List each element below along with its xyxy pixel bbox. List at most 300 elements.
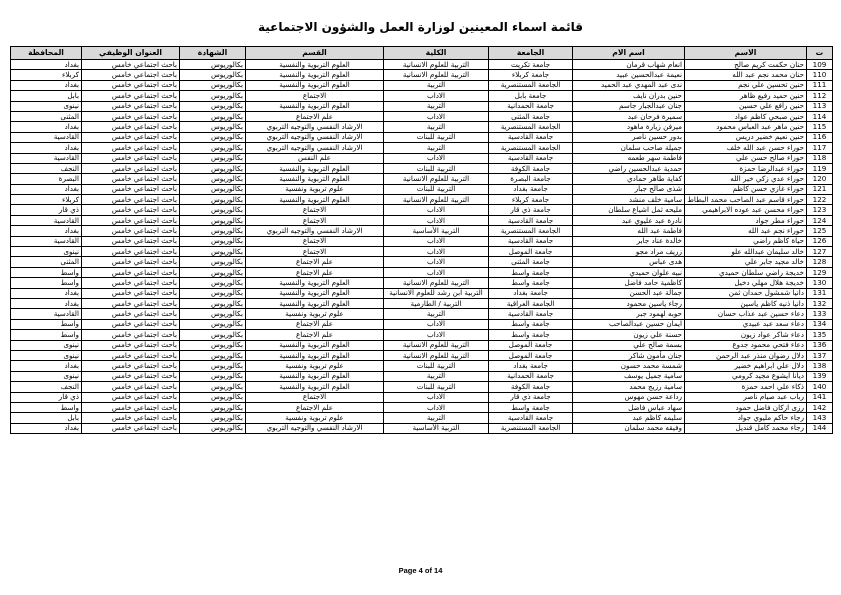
- cell-university: جامعة واسط: [489, 319, 573, 329]
- cell-college: التربية: [384, 80, 489, 90]
- cell-index: 128: [807, 257, 833, 267]
- table-row: [11, 101, 833, 111]
- cell-governorate: نينوى: [11, 340, 82, 350]
- cell-governorate: بغداد: [11, 361, 82, 371]
- column-header-degree: الشهادة: [180, 47, 246, 60]
- cell-name: رباب عبد صيام ناصر: [685, 392, 807, 402]
- cell-university: جامعة الحمدانية: [489, 371, 573, 381]
- cell-mother-name: شذى صالح جبار: [573, 184, 685, 194]
- cell-governorate: النجف: [11, 382, 82, 392]
- cell-college: الاداب: [384, 236, 489, 246]
- cell-college: التربية: [384, 413, 489, 423]
- cell-governorate: واسط: [11, 402, 82, 412]
- cell-university: جامعة المثنى: [489, 257, 573, 267]
- cell-name: ديانا ايشوع مجيد كرومي: [685, 371, 807, 381]
- cell-mother-name: سامية خلف منشد: [573, 195, 685, 205]
- cell-department: الارشاد النفسي والتوجيه التربوي: [246, 143, 384, 153]
- cell-department: الاجتماع: [246, 392, 384, 402]
- cell-governorate: نينوى: [11, 371, 82, 381]
- cell-department: علم الاجتماع: [246, 111, 384, 121]
- cell-mother-name: حنين بدران نايف: [573, 91, 685, 101]
- cell-job-title: باحث اجتماعي خامس: [82, 122, 180, 132]
- cell-mother-name: نبيه علوان حميدي: [573, 267, 685, 277]
- cell-index: 112: [807, 91, 833, 101]
- cell-job-title: باحث اجتماعي خامس: [82, 101, 180, 111]
- cell-index: 115: [807, 122, 833, 132]
- cell-university: جامعة الموصل: [489, 350, 573, 360]
- cell-college: التربية للبنات: [384, 361, 489, 371]
- cell-university: جامعة الموصل: [489, 247, 573, 257]
- cell-college: التربية للعلوم الانسانية: [384, 350, 489, 360]
- cell-job-title: باحث اجتماعي خامس: [82, 392, 180, 402]
- cell-governorate: بغداد: [11, 143, 82, 153]
- cell-university: جامعة الكوفة: [489, 163, 573, 173]
- cell-name: دلال علي ابراهيم خضير: [685, 361, 807, 371]
- cell-department: العلوم التربوية والنفسية: [246, 288, 384, 298]
- cell-governorate: المثنى: [11, 257, 82, 267]
- cell-governorate: القادسية: [11, 153, 82, 163]
- cell-index: 121: [807, 184, 833, 194]
- cell-job-title: باحث اجتماعي خامس: [82, 215, 180, 225]
- cell-college: الاداب: [384, 257, 489, 267]
- cell-college: التربية / الطارمية: [384, 298, 489, 308]
- cell-mother-name: انعام شهاب قرمان: [573, 60, 685, 70]
- cell-university: الجامعة المستنصرية: [489, 423, 573, 433]
- cell-college: التربية: [384, 309, 489, 319]
- cell-governorate: نينوى: [11, 247, 82, 257]
- cell-college: الاداب: [384, 330, 489, 340]
- cell-department: علم الاجتماع: [246, 402, 384, 412]
- cell-governorate: واسط: [11, 330, 82, 340]
- cell-index: 135: [807, 330, 833, 340]
- cell-department: العلوم التربوية والنفسية: [246, 350, 384, 360]
- cell-department: العلوم التربوية والنفسية: [246, 371, 384, 381]
- cell-university: الجامعة العراقية: [489, 298, 573, 308]
- cell-university: جامعة الحمدانية: [489, 101, 573, 111]
- cell-university: جامعة القادسية: [489, 236, 573, 246]
- table-row: [11, 402, 833, 412]
- table-row: [11, 340, 833, 350]
- cell-governorate: البصرة: [11, 174, 82, 184]
- cell-department: الاجتماع: [246, 236, 384, 246]
- cell-college: الاداب: [384, 205, 489, 215]
- cell-job-title: باحث اجتماعي خامس: [82, 205, 180, 215]
- cell-name: حياة كاظم راضي: [685, 236, 807, 246]
- cell-governorate: بابل: [11, 413, 82, 423]
- cell-job-title: باحث اجتماعي خامس: [82, 309, 180, 319]
- cell-college: التربية للبنات: [384, 382, 489, 392]
- cell-department: العلوم التربوية والنفسية: [246, 70, 384, 80]
- column-header-index: ت: [807, 47, 833, 60]
- cell-index: 131: [807, 288, 833, 298]
- cell-department: العلوم التربوية والنفسية: [246, 195, 384, 205]
- cell-name: حنين صبحي كاظم عواد: [685, 111, 807, 121]
- cell-department: العلوم التربوية والنفسية: [246, 382, 384, 392]
- cell-index: 124: [807, 215, 833, 225]
- cell-governorate: واسط: [11, 267, 82, 277]
- cell-index: 116: [807, 132, 833, 142]
- cell-index: 134: [807, 319, 833, 329]
- cell-department: العلوم التربوية والنفسية: [246, 60, 384, 70]
- cell-mother-name: سامية رزيج محمد: [573, 382, 685, 392]
- cell-mother-name: جمالة عبد الحسن: [573, 288, 685, 298]
- cell-degree: بكالوريوس: [180, 247, 246, 257]
- table-row: [11, 257, 833, 267]
- cell-department: العلوم التربوية والنفسية: [246, 298, 384, 308]
- cell-governorate: بغداد: [11, 226, 82, 236]
- cell-degree: بكالوريوس: [180, 91, 246, 101]
- table-row: [11, 226, 833, 236]
- table-row: [11, 288, 833, 298]
- cell-mother-name: جنان عبدالجبار جاسم: [573, 101, 685, 111]
- cell-index: 136: [807, 340, 833, 350]
- cell-department: الارشاد النفسي والتوجيه التربوي: [246, 132, 384, 142]
- cell-degree: بكالوريوس: [180, 382, 246, 392]
- cell-job-title: باحث اجتماعي خامس: [82, 382, 180, 392]
- cell-college: التربية للبنات: [384, 132, 489, 142]
- cell-governorate: القادسية: [11, 215, 82, 225]
- cell-department: الاجتماع: [246, 91, 384, 101]
- cell-college: الاداب: [384, 402, 489, 412]
- cell-index: 119: [807, 163, 833, 173]
- cell-college: التربية: [384, 101, 489, 111]
- cell-index: 130: [807, 278, 833, 288]
- cell-index: 126: [807, 236, 833, 246]
- table-row: [11, 413, 833, 423]
- page-number: Page 4 of 14: [398, 566, 443, 575]
- cell-name: حوراء غازي حسن كاظم: [685, 184, 807, 194]
- cell-university: الجامعة المستنصرية: [489, 122, 573, 132]
- table-row: [11, 60, 833, 70]
- cell-college: الاداب: [384, 267, 489, 277]
- cell-name: رجاء حاكم مليوي جواد: [685, 413, 807, 423]
- cell-mother-name: جميلة صاحب سلمان: [573, 143, 685, 153]
- cell-index: 118: [807, 153, 833, 163]
- cell-degree: بكالوريوس: [180, 60, 246, 70]
- cell-job-title: باحث اجتماعي خامس: [82, 423, 180, 433]
- cell-governorate: كربلاء: [11, 195, 82, 205]
- cell-college: التربية ابن رشد للعلوم الانسانية: [384, 288, 489, 298]
- cell-department: الاجتماع: [246, 215, 384, 225]
- cell-governorate: بغداد: [11, 184, 82, 194]
- cell-department: علم الاجتماع: [246, 330, 384, 340]
- cell-job-title: باحث اجتماعي خامس: [82, 361, 180, 371]
- cell-governorate: ذي قار: [11, 205, 82, 215]
- cell-mother-name: كفاية طاهر حمادي: [573, 174, 685, 184]
- cell-degree: بكالوريوس: [180, 111, 246, 121]
- cell-mother-name: سميرة فرحان عبد: [573, 111, 685, 121]
- cell-name: حوراء عدي زكي خير الله: [685, 174, 807, 184]
- cell-university: جامعة القادسية: [489, 215, 573, 225]
- cell-degree: بكالوريوس: [180, 80, 246, 90]
- table-row: [11, 382, 833, 392]
- cell-index: 122: [807, 195, 833, 205]
- table-row: [11, 111, 833, 121]
- cell-job-title: باحث اجتماعي خامس: [82, 278, 180, 288]
- table-row: [11, 423, 833, 433]
- table-row: [11, 91, 833, 101]
- cell-index: 114: [807, 111, 833, 121]
- cell-college: الاداب: [384, 247, 489, 257]
- cell-degree: بكالوريوس: [180, 340, 246, 350]
- cell-job-title: باحث اجتماعي خامس: [82, 402, 180, 412]
- table-row: [11, 278, 833, 288]
- cell-college: التربية للبنات: [384, 184, 489, 194]
- cell-university: جامعة كربلاء: [489, 70, 573, 80]
- cell-governorate: نينوى: [11, 101, 82, 111]
- cell-university: جامعة القادسية: [489, 132, 573, 142]
- cell-department: علوم تربوية ونفسية: [246, 184, 384, 194]
- cell-index: 113: [807, 101, 833, 111]
- cell-mother-name: سليمه كاظم عبد: [573, 413, 685, 423]
- cell-job-title: باحث اجتماعي خامس: [82, 184, 180, 194]
- cell-mother-name: فاطمة عبد الله: [573, 226, 685, 236]
- table-row: [11, 184, 833, 194]
- table-header-row: [11, 47, 833, 60]
- cell-college: الاداب: [384, 392, 489, 402]
- table-row: [11, 205, 833, 215]
- cell-mother-name: بسمة صالح علي: [573, 340, 685, 350]
- cell-degree: بكالوريوس: [180, 319, 246, 329]
- cell-degree: بكالوريوس: [180, 143, 246, 153]
- cell-university: الجامعة المستنصرية: [489, 80, 573, 90]
- cell-governorate: بابل: [11, 91, 82, 101]
- cell-mother-name: سامية جميل يوسف: [573, 371, 685, 381]
- cell-degree: بكالوريوس: [180, 392, 246, 402]
- cell-mother-name: رداعة حسن مهوس: [573, 392, 685, 402]
- table-row: [11, 298, 833, 308]
- cell-name: حوراء مطر جواد: [685, 215, 807, 225]
- cell-index: 137: [807, 350, 833, 360]
- cell-college: التربية للعلوم الانسانية: [384, 340, 489, 350]
- cell-college: الاداب: [384, 111, 489, 121]
- cell-degree: بكالوريوس: [180, 226, 246, 236]
- cell-job-title: باحث اجتماعي خامس: [82, 350, 180, 360]
- cell-governorate: النجف: [11, 163, 82, 173]
- table-row: [11, 361, 833, 371]
- table-row: [11, 215, 833, 225]
- cell-department: العلوم التربوية والنفسية: [246, 163, 384, 173]
- cell-mother-name: زريف مراد مجو: [573, 247, 685, 257]
- cell-college: التربية للبنات: [384, 163, 489, 173]
- cell-index: 125: [807, 226, 833, 236]
- cell-index: 109: [807, 60, 833, 70]
- cell-job-title: باحث اجتماعي خامس: [82, 174, 180, 184]
- cell-index: 138: [807, 361, 833, 371]
- cell-degree: بكالوريوس: [180, 174, 246, 184]
- cell-name: رزى ازكان فاضل حمود: [685, 402, 807, 412]
- cell-job-title: باحث اجتماعي خامس: [82, 340, 180, 350]
- cell-university: جامعة تكريت: [489, 60, 573, 70]
- cell-mother-name: رجاء ياسين محمود: [573, 298, 685, 308]
- cell-job-title: باحث اجتماعي خامس: [82, 247, 180, 257]
- cell-name: دانيا شمشول حمدان ثمن: [685, 288, 807, 298]
- table-row: [11, 371, 833, 381]
- cell-mother-name: هدى عباس: [573, 257, 685, 267]
- cell-college: التربية الأساسية: [384, 226, 489, 236]
- cell-mother-name: فاطمة سهر طعمه: [573, 153, 685, 163]
- cell-governorate: واسط: [11, 278, 82, 288]
- cell-department: الاجتماع: [246, 205, 384, 215]
- cell-mother-name: نعيمة عبدالحسين عبيد: [573, 70, 685, 80]
- cell-job-title: باحث اجتماعي خامس: [82, 257, 180, 267]
- column-header-governorate: المحافظة: [11, 47, 82, 60]
- cell-mother-name: كاظمية حامد فاضل: [573, 278, 685, 288]
- cell-department: علم الاجتماع: [246, 257, 384, 267]
- cell-job-title: باحث اجتماعي خامس: [82, 143, 180, 153]
- cell-index: 117: [807, 143, 833, 153]
- cell-department: العلوم التربوية والنفسية: [246, 278, 384, 288]
- cell-name: حنان حكمت كريم صالح: [685, 60, 807, 70]
- cell-job-title: باحث اجتماعي خامس: [82, 371, 180, 381]
- cell-department: العلوم التربوية والنفسية: [246, 80, 384, 90]
- cell-name: حنين تحسين علي نجم: [685, 80, 807, 90]
- cell-university: جامعة ذي قار: [489, 392, 573, 402]
- cell-university: جامعة بغداد: [489, 184, 573, 194]
- cell-university: الجامعة المستنصرية: [489, 226, 573, 236]
- cell-university: جامعة بغداد: [489, 361, 573, 371]
- cell-university: جامعة القادسية: [489, 309, 573, 319]
- table-row: [11, 143, 833, 153]
- cell-mother-name: ميرفن زيارة ماهود: [573, 122, 685, 132]
- cell-index: 141: [807, 392, 833, 402]
- cell-mother-name: بدور حسين ناصر: [573, 132, 685, 142]
- table-row: [11, 70, 833, 80]
- cell-degree: بكالوريوس: [180, 267, 246, 277]
- cell-degree: بكالوريوس: [180, 101, 246, 111]
- table-row: [11, 153, 833, 163]
- cell-name: خالد سليمان عبدالله علو: [685, 247, 807, 257]
- cell-degree: بكالوريوس: [180, 361, 246, 371]
- cell-degree: بكالوريوس: [180, 236, 246, 246]
- cell-mother-name: نادرة عبد عليوي عبد: [573, 215, 685, 225]
- cell-governorate: القادسية: [11, 309, 82, 319]
- cell-index: 142: [807, 402, 833, 412]
- table-row: [11, 236, 833, 246]
- table-row: [11, 350, 833, 360]
- cell-governorate: بغداد: [11, 122, 82, 132]
- table-row: [11, 195, 833, 205]
- cell-job-title: باحث اجتماعي خامس: [82, 267, 180, 277]
- cell-university: جامعة القادسية: [489, 153, 573, 163]
- cell-degree: بكالوريوس: [180, 402, 246, 412]
- cell-job-title: باحث اجتماعي خامس: [82, 288, 180, 298]
- cell-department: علوم تربوية ونفسية: [246, 309, 384, 319]
- cell-name: حنين ماهر عبد العباس محمود: [685, 122, 807, 132]
- cell-university: جامعة كربلاء: [489, 195, 573, 205]
- cell-name: دعاء حسين عبد عذاب حسان: [685, 309, 807, 319]
- cell-index: 129: [807, 267, 833, 277]
- cell-degree: بكالوريوس: [180, 278, 246, 288]
- cell-college: التربية الأساسية: [384, 423, 489, 433]
- cell-degree: بكالوريوس: [180, 371, 246, 381]
- cell-name: حوراء حسن عبد الله خلف: [685, 143, 807, 153]
- cell-governorate: المثنى: [11, 111, 82, 121]
- cell-index: 111: [807, 80, 833, 90]
- cell-degree: بكالوريوس: [180, 205, 246, 215]
- table-row: [11, 330, 833, 340]
- cell-governorate: بغداد: [11, 288, 82, 298]
- table-row: [11, 267, 833, 277]
- column-header-mother-name: اسم الام: [573, 47, 685, 60]
- cell-name: حوراء محسن عبد عوده الابراهيمي: [685, 205, 807, 215]
- cell-index: 110: [807, 70, 833, 80]
- cell-job-title: باحث اجتماعي خامس: [82, 298, 180, 308]
- cell-department: الارشاد النفسي والتوجيه التربوي: [246, 122, 384, 132]
- cell-degree: بكالوريوس: [180, 70, 246, 80]
- column-header-college: الكلية: [384, 47, 489, 60]
- cell-mother-name: حسنة علي زيون: [573, 330, 685, 340]
- cell-governorate: بغداد: [11, 298, 82, 308]
- cell-college: الاداب: [384, 91, 489, 101]
- cell-name: حنين نعيم خضير دريس: [685, 132, 807, 142]
- cell-university: جامعة ذي قار: [489, 205, 573, 215]
- table-row: [11, 309, 833, 319]
- cell-university: جامعة الموصل: [489, 340, 573, 350]
- cell-mother-name: مليحه ثمل اشياع سلطان: [573, 205, 685, 215]
- cell-index: 133: [807, 309, 833, 319]
- cell-name: حوراء نجم عبد الله: [685, 226, 807, 236]
- cell-name: ذكاء علي احمد حمزة: [685, 382, 807, 392]
- cell-name: حوراء عبدالرضا حمزة: [685, 163, 807, 173]
- cell-degree: بكالوريوس: [180, 132, 246, 142]
- cell-name: رجاء محمد كامل قنديل: [685, 423, 807, 433]
- table-row: [11, 80, 833, 90]
- cell-department: الارشاد النفسي والتوجيه التربوي: [246, 423, 384, 433]
- page-title: قائمة اسماء المعينين لوزارة العمل والشؤون الاجتماعية: [257, 20, 583, 34]
- cell-university: جامعة بغداد: [489, 288, 573, 298]
- cell-college: التربية للعلوم الانسانية: [384, 278, 489, 288]
- table-row: [11, 247, 833, 257]
- cell-department: علوم تربوية ونفسية: [246, 361, 384, 371]
- cell-college: التربية: [384, 122, 489, 132]
- cell-degree: بكالوريوس: [180, 309, 246, 319]
- cell-governorate: كربلاء: [11, 70, 82, 80]
- cell-mother-name: وفيقه محمد سلمان: [573, 423, 685, 433]
- table-row: [11, 319, 833, 329]
- cell-mother-name: ايمان حسين عبدالصاحب: [573, 319, 685, 329]
- cell-name: حوراء قاسم عبد الصاحب محمد البطاط: [685, 195, 807, 205]
- cell-college: الاداب: [384, 319, 489, 329]
- cell-job-title: باحث اجتماعي خامس: [82, 111, 180, 121]
- cell-university: جامعة الكوفة: [489, 382, 573, 392]
- cell-degree: بكالوريوس: [180, 350, 246, 360]
- cell-mother-name: ندى عبد المهدي عبد الحميد: [573, 80, 685, 90]
- cell-name: دعاء سعد عبد عبيدي: [685, 319, 807, 329]
- cell-college: الاداب: [384, 215, 489, 225]
- cell-degree: بكالوريوس: [180, 423, 246, 433]
- cell-department: علوم تربوية ونفسية: [246, 413, 384, 423]
- cell-job-title: باحث اجتماعي خامس: [82, 91, 180, 101]
- cell-university: جامعة واسط: [489, 330, 573, 340]
- cell-college: التربية للعلوم الانسانية: [384, 70, 489, 80]
- cell-university: جامعة واسط: [489, 278, 573, 288]
- cell-job-title: باحث اجتماعي خامس: [82, 70, 180, 80]
- cell-index: 120: [807, 174, 833, 184]
- cell-name: دعاء فتحي محمود جدوع: [685, 340, 807, 350]
- table-row: [11, 122, 833, 132]
- cell-job-title: باحث اجتماعي خامس: [82, 132, 180, 142]
- cell-department: العلوم التربوية والنفسية: [246, 340, 384, 350]
- cell-job-title: باحث اجتماعي خامس: [82, 413, 180, 423]
- cell-job-title: باحث اجتماعي خامس: [82, 195, 180, 205]
- cell-job-title: باحث اجتماعي خامس: [82, 153, 180, 163]
- cell-name: حوراء صالح حسن علي: [685, 153, 807, 163]
- cell-name: خديجة راضي سلطان حميدي: [685, 267, 807, 277]
- cell-degree: بكالوريوس: [180, 215, 246, 225]
- cell-index: 140: [807, 382, 833, 392]
- cell-degree: بكالوريوس: [180, 122, 246, 132]
